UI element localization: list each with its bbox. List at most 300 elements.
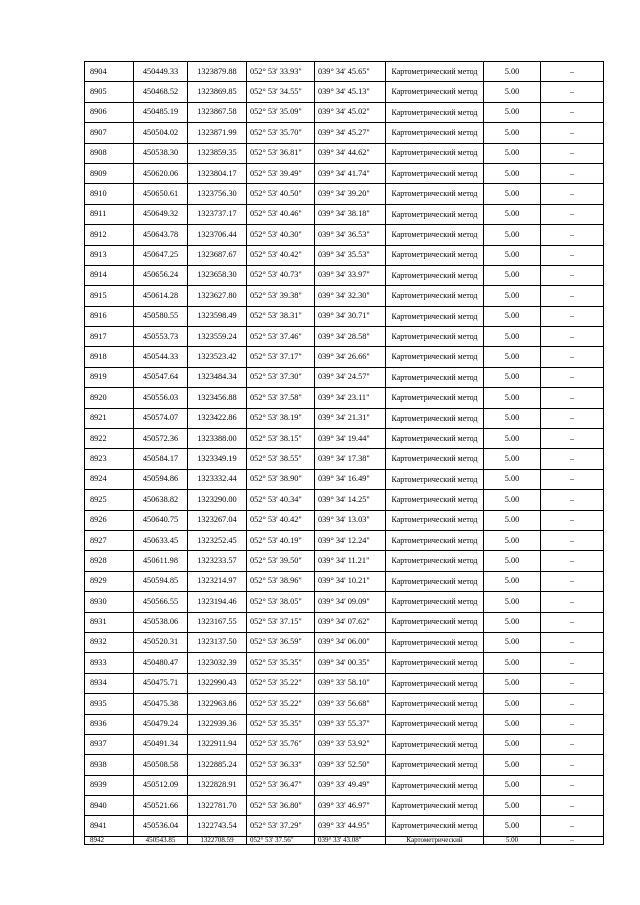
x-coordinate-cell: 450566.55	[134, 592, 188, 612]
accuracy-cell: 5.00	[484, 694, 541, 714]
point-number-cell: 8919	[85, 367, 134, 387]
latitude-cell: 052° 53' 37.17"	[247, 347, 315, 367]
table-row	[85, 388, 604, 408]
note-cell: –	[541, 82, 604, 102]
accuracy-cell: 5.00	[484, 714, 541, 734]
accuracy-cell: 5.00	[484, 510, 541, 530]
point-number-cell: 8932	[85, 632, 134, 652]
point-number-cell: 8922	[85, 429, 134, 449]
longitude-cell: 039° 34' 45.13"	[315, 82, 386, 102]
y-coordinate-cell: 1323523.42	[188, 347, 247, 367]
table-row	[85, 408, 604, 428]
note-cell: –	[541, 510, 604, 530]
method-cell: Картометрический метод	[386, 367, 484, 387]
y-coordinate-cell: 1323032.39	[188, 653, 247, 673]
method-cell: Картометрический метод	[386, 734, 484, 754]
coordinates-table	[84, 61, 604, 845]
latitude-cell: 052° 53' 38.15"	[247, 429, 315, 449]
point-number-cell: 8934	[85, 673, 134, 693]
table-row	[85, 653, 604, 673]
note-cell: –	[541, 632, 604, 652]
note-cell: –	[541, 653, 604, 673]
note-cell: –	[541, 102, 604, 122]
point-number-cell: 8930	[85, 592, 134, 612]
latitude-cell: 052° 53' 40.73"	[247, 265, 315, 285]
method-cell: Картометрический метод	[386, 755, 484, 775]
method-cell: Картометрический метод	[386, 816, 484, 836]
y-coordinate-cell: 1323484.34	[188, 367, 247, 387]
method-cell: Картометрический метод	[386, 102, 484, 122]
table-row	[85, 204, 604, 224]
note-cell: –	[541, 184, 604, 204]
accuracy-cell: 5.00	[484, 286, 541, 306]
point-number-cell: 8923	[85, 449, 134, 469]
table-row	[85, 816, 604, 836]
point-number-cell: 8931	[85, 612, 134, 632]
table-row	[85, 184, 604, 204]
longitude-cell: 039° 34' 38.18"	[315, 204, 386, 224]
method-cell: Картометрический	[386, 836, 484, 844]
note-cell: –	[541, 816, 604, 836]
point-number-cell: 8916	[85, 306, 134, 326]
x-coordinate-cell: 450649.32	[134, 204, 188, 224]
latitude-cell: 052° 53' 37.29"	[247, 816, 315, 836]
point-number-cell: 8920	[85, 388, 134, 408]
y-coordinate-cell: 1323456.88	[188, 388, 247, 408]
method-cell: Картометрический метод	[386, 143, 484, 163]
point-number-cell: 8915	[85, 286, 134, 306]
point-number-cell: 8941	[85, 816, 134, 836]
note-cell: –	[541, 245, 604, 265]
x-coordinate-cell: 450584.17	[134, 449, 188, 469]
x-coordinate-cell: 450611.98	[134, 551, 188, 571]
latitude-cell: 052° 53' 36.80"	[247, 796, 315, 816]
point-number-cell: 8936	[85, 714, 134, 734]
table-row	[85, 163, 604, 183]
accuracy-cell: 5.00	[484, 571, 541, 591]
table-row	[85, 306, 604, 326]
point-number-cell: 8907	[85, 123, 134, 143]
method-cell: Картометрический метод	[386, 225, 484, 245]
table-row	[85, 673, 604, 693]
y-coordinate-cell: 1323422.86	[188, 408, 247, 428]
method-cell: Картометрический метод	[386, 673, 484, 693]
x-coordinate-cell: 450638.82	[134, 490, 188, 510]
accuracy-cell: 5.00	[484, 653, 541, 673]
y-coordinate-cell: 1323267.04	[188, 510, 247, 530]
latitude-cell: 052° 53' 36.81"	[247, 143, 315, 163]
longitude-cell: 039° 34' 10.21"	[315, 571, 386, 591]
longitude-cell: 039° 34' 13.03"	[315, 510, 386, 530]
accuracy-cell: 5.00	[484, 469, 541, 489]
y-coordinate-cell: 1322963.86	[188, 694, 247, 714]
latitude-cell: 052° 53' 40.50"	[247, 184, 315, 204]
y-coordinate-cell: 1323598.49	[188, 306, 247, 326]
longitude-cell: 039° 34' 45.02"	[315, 102, 386, 122]
table-row	[85, 836, 604, 844]
table-row	[85, 123, 604, 143]
method-cell: Картометрический метод	[386, 551, 484, 571]
table-row	[85, 571, 604, 591]
latitude-cell: 052° 53' 36.33"	[247, 755, 315, 775]
note-cell: –	[541, 571, 604, 591]
note-cell: –	[541, 734, 604, 754]
y-coordinate-cell: 1322828.91	[188, 775, 247, 795]
method-cell: Картометрический метод	[386, 612, 484, 632]
point-number-cell: 8940	[85, 796, 134, 816]
accuracy-cell: 5.00	[484, 612, 541, 632]
accuracy-cell: 5.00	[484, 490, 541, 510]
x-coordinate-cell: 450520.31	[134, 632, 188, 652]
y-coordinate-cell: 1322911.94	[188, 734, 247, 754]
x-coordinate-cell: 450480.47	[134, 653, 188, 673]
x-coordinate-cell: 450538.30	[134, 143, 188, 163]
method-cell: Картометрический метод	[386, 571, 484, 591]
note-cell: –	[541, 530, 604, 550]
table-row	[85, 286, 604, 306]
x-coordinate-cell: 450640.75	[134, 510, 188, 530]
point-number-cell: 8942	[85, 836, 134, 844]
latitude-cell: 052° 53' 40.42"	[247, 245, 315, 265]
x-coordinate-cell: 450485.19	[134, 102, 188, 122]
note-cell: –	[541, 714, 604, 734]
table-row	[85, 102, 604, 122]
table-row	[85, 225, 604, 245]
latitude-cell: 052° 53' 37.58"	[247, 388, 315, 408]
point-number-cell: 8908	[85, 143, 134, 163]
latitude-cell: 052° 53' 38.05"	[247, 592, 315, 612]
longitude-cell: 039° 34' 45.27"	[315, 123, 386, 143]
longitude-cell: 039° 34' 39.20"	[315, 184, 386, 204]
table-row	[85, 327, 604, 347]
longitude-cell: 039° 34' 24.57"	[315, 367, 386, 387]
note-cell: –	[541, 469, 604, 489]
latitude-cell: 052° 53' 39.50"	[247, 551, 315, 571]
note-cell: –	[541, 327, 604, 347]
latitude-cell: 052° 53' 40.30"	[247, 225, 315, 245]
note-cell: –	[541, 143, 604, 163]
method-cell: Картометрический метод	[386, 490, 484, 510]
longitude-cell: 039° 34' 23.11"	[315, 388, 386, 408]
y-coordinate-cell: 1323859.35	[188, 143, 247, 163]
latitude-cell: 052° 53' 38.31"	[247, 306, 315, 326]
latitude-cell: 052° 53' 40.34"	[247, 490, 315, 510]
y-coordinate-cell: 1323167.55	[188, 612, 247, 632]
accuracy-cell: 5.00	[484, 592, 541, 612]
method-cell: Картометрический метод	[386, 796, 484, 816]
longitude-cell: 039° 33' 55.37"	[315, 714, 386, 734]
accuracy-cell: 5.00	[484, 265, 541, 285]
table-row	[85, 245, 604, 265]
method-cell: Картометрический метод	[386, 163, 484, 183]
latitude-cell: 052° 53' 38.90"	[247, 469, 315, 489]
accuracy-cell: 5.00	[484, 775, 541, 795]
y-coordinate-cell: 1322743.54	[188, 816, 247, 836]
latitude-cell: 052° 53' 37.30"	[247, 367, 315, 387]
y-coordinate-cell: 1323867.58	[188, 102, 247, 122]
point-number-cell: 8909	[85, 163, 134, 183]
latitude-cell: 052° 53' 40.19"	[247, 530, 315, 550]
x-coordinate-cell: 450508.58	[134, 755, 188, 775]
x-coordinate-cell: 450594.86	[134, 469, 188, 489]
point-number-cell: 8938	[85, 755, 134, 775]
note-cell: –	[541, 265, 604, 285]
longitude-cell: 039° 34' 14.25"	[315, 490, 386, 510]
table-row	[85, 612, 604, 632]
x-coordinate-cell: 450475.38	[134, 694, 188, 714]
accuracy-cell: 5.00	[484, 204, 541, 224]
x-coordinate-cell: 450556.03	[134, 388, 188, 408]
longitude-cell: 039° 33' 53.92"	[315, 734, 386, 754]
y-coordinate-cell: 1323559.24	[188, 327, 247, 347]
table-row	[85, 449, 604, 469]
method-cell: Картометрический метод	[386, 245, 484, 265]
latitude-cell: 052° 53' 37.46"	[247, 327, 315, 347]
longitude-cell: 039° 34' 35.53"	[315, 245, 386, 265]
x-coordinate-cell: 450553.73	[134, 327, 188, 347]
accuracy-cell: 5.00	[484, 632, 541, 652]
longitude-cell: 039° 34' 45.65"	[315, 62, 386, 82]
method-cell: Картометрический метод	[386, 510, 484, 530]
x-coordinate-cell: 450574.07	[134, 408, 188, 428]
y-coordinate-cell: 1322939.36	[188, 714, 247, 734]
point-number-cell: 8927	[85, 530, 134, 550]
y-coordinate-cell: 1323706.44	[188, 225, 247, 245]
note-cell: –	[541, 367, 604, 387]
longitude-cell: 039° 34' 28.58"	[315, 327, 386, 347]
table-row	[85, 265, 604, 285]
method-cell: Картометрический метод	[386, 327, 484, 347]
method-cell: Картометрический метод	[386, 265, 484, 285]
accuracy-cell: 5.00	[484, 82, 541, 102]
y-coordinate-cell: 1322708.59	[188, 836, 247, 844]
note-cell: –	[541, 225, 604, 245]
method-cell: Картометрический метод	[386, 632, 484, 652]
method-cell: Картометрический метод	[386, 184, 484, 204]
y-coordinate-cell: 1323290.00	[188, 490, 247, 510]
accuracy-cell: 5.00	[484, 62, 541, 82]
longitude-cell: 039° 33' 56.68"	[315, 694, 386, 714]
table-row	[85, 510, 604, 530]
latitude-cell: 052° 53' 39.38"	[247, 286, 315, 306]
method-cell: Картометрический метод	[386, 530, 484, 550]
note-cell: –	[541, 551, 604, 571]
accuracy-cell: 5.00	[484, 163, 541, 183]
table-row	[85, 796, 604, 816]
latitude-cell: 052° 53' 35.35"	[247, 653, 315, 673]
x-coordinate-cell: 450544.33	[134, 347, 188, 367]
note-cell: –	[541, 796, 604, 816]
x-coordinate-cell: 450479.24	[134, 714, 188, 734]
method-cell: Картометрический метод	[386, 204, 484, 224]
point-number-cell: 8911	[85, 204, 134, 224]
point-number-cell: 8914	[85, 265, 134, 285]
x-coordinate-cell: 450491.34	[134, 734, 188, 754]
y-coordinate-cell: 1323658.30	[188, 265, 247, 285]
method-cell: Картометрический метод	[386, 62, 484, 82]
table-row	[85, 592, 604, 612]
longitude-cell: 039° 34' 17.38"	[315, 449, 386, 469]
table-row	[85, 551, 604, 571]
longitude-cell: 039° 34' 19.44"	[315, 429, 386, 449]
table-row	[85, 714, 604, 734]
method-cell: Картометрический метод	[386, 714, 484, 734]
x-coordinate-cell: 450633.45	[134, 530, 188, 550]
x-coordinate-cell: 450536.04	[134, 816, 188, 836]
y-coordinate-cell: 1323349.19	[188, 449, 247, 469]
table-row	[85, 82, 604, 102]
y-coordinate-cell: 1323737.17	[188, 204, 247, 224]
note-cell: –	[541, 163, 604, 183]
accuracy-cell: 5.00	[484, 755, 541, 775]
method-cell: Картометрический метод	[386, 408, 484, 428]
point-number-cell: 8912	[85, 225, 134, 245]
latitude-cell: 052° 53' 38.55"	[247, 449, 315, 469]
accuracy-cell: 5.00	[484, 367, 541, 387]
latitude-cell: 052° 53' 36.47"	[247, 775, 315, 795]
accuracy-cell: 5.00	[484, 143, 541, 163]
latitude-cell: 052° 53' 33.93"	[247, 62, 315, 82]
accuracy-cell: 5.00	[484, 245, 541, 265]
longitude-cell: 039° 34' 33.97"	[315, 265, 386, 285]
longitude-cell: 039° 33' 52.50"	[315, 755, 386, 775]
method-cell: Картометрический метод	[386, 429, 484, 449]
latitude-cell: 052° 53' 40.42"	[247, 510, 315, 530]
longitude-cell: 039° 34' 26.66"	[315, 347, 386, 367]
latitude-cell: 052° 53' 37.15"	[247, 612, 315, 632]
longitude-cell: 039° 34' 07.62"	[315, 612, 386, 632]
accuracy-cell: 5.00	[484, 225, 541, 245]
point-number-cell: 8918	[85, 347, 134, 367]
longitude-cell: 039° 34' 21.31"	[315, 408, 386, 428]
longitude-cell: 039° 34' 09.09"	[315, 592, 386, 612]
latitude-cell: 052° 53' 34.55"	[247, 82, 315, 102]
latitude-cell: 052° 53' 35.76"	[247, 734, 315, 754]
point-number-cell: 8935	[85, 694, 134, 714]
x-coordinate-cell: 450580.55	[134, 306, 188, 326]
note-cell: –	[541, 592, 604, 612]
accuracy-cell: 5.00	[484, 836, 541, 844]
x-coordinate-cell: 450620.06	[134, 163, 188, 183]
y-coordinate-cell: 1323879.88	[188, 62, 247, 82]
x-coordinate-cell: 450647.25	[134, 245, 188, 265]
longitude-cell: 039° 34' 36.53"	[315, 225, 386, 245]
latitude-cell: 052° 53' 35.22"	[247, 673, 315, 693]
note-cell: –	[541, 836, 604, 844]
latitude-cell: 052° 53' 37.56"	[247, 836, 315, 844]
y-coordinate-cell: 1323627.80	[188, 286, 247, 306]
latitude-cell: 052° 53' 38.19"	[247, 408, 315, 428]
latitude-cell: 052° 53' 35.70"	[247, 123, 315, 143]
note-cell: –	[541, 204, 604, 224]
table-row	[85, 347, 604, 367]
note-cell: –	[541, 775, 604, 795]
table-row	[85, 734, 604, 754]
accuracy-cell: 5.00	[484, 347, 541, 367]
point-number-cell: 8913	[85, 245, 134, 265]
accuracy-cell: 5.00	[484, 327, 541, 347]
y-coordinate-cell: 1322885.24	[188, 755, 247, 775]
x-coordinate-cell: 450468.52	[134, 82, 188, 102]
x-coordinate-cell: 450475.71	[134, 673, 188, 693]
x-coordinate-cell: 450543.85	[134, 836, 188, 844]
point-number-cell: 8929	[85, 571, 134, 591]
x-coordinate-cell: 450650.61	[134, 184, 188, 204]
longitude-cell: 039° 34' 00.35"	[315, 653, 386, 673]
latitude-cell: 052° 53' 35.35"	[247, 714, 315, 734]
x-coordinate-cell: 450504.02	[134, 123, 188, 143]
method-cell: Картометрический метод	[386, 469, 484, 489]
note-cell: –	[541, 388, 604, 408]
y-coordinate-cell: 1323756.30	[188, 184, 247, 204]
longitude-cell: 039° 34' 16.49"	[315, 469, 386, 489]
table-row	[85, 469, 604, 489]
point-number-cell: 8904	[85, 62, 134, 82]
point-number-cell: 8933	[85, 653, 134, 673]
x-coordinate-cell: 450572.36	[134, 429, 188, 449]
table-row	[85, 755, 604, 775]
longitude-cell: 039° 33' 46.97"	[315, 796, 386, 816]
longitude-cell: 039° 34' 11.21"	[315, 551, 386, 571]
y-coordinate-cell: 1323388.00	[188, 429, 247, 449]
accuracy-cell: 5.00	[484, 123, 541, 143]
point-number-cell: 8906	[85, 102, 134, 122]
note-cell: –	[541, 408, 604, 428]
note-cell: –	[541, 123, 604, 143]
y-coordinate-cell: 1323233.57	[188, 551, 247, 571]
point-number-cell: 8917	[85, 327, 134, 347]
note-cell: –	[541, 429, 604, 449]
longitude-cell: 039° 33' 58.10"	[315, 673, 386, 693]
longitude-cell: 039° 34' 12.24"	[315, 530, 386, 550]
x-coordinate-cell: 450521.66	[134, 796, 188, 816]
y-coordinate-cell: 1322781.70	[188, 796, 247, 816]
table-row	[85, 632, 604, 652]
table-row	[85, 143, 604, 163]
latitude-cell: 052° 53' 36.59"	[247, 632, 315, 652]
table-row	[85, 490, 604, 510]
x-coordinate-cell: 450547.64	[134, 367, 188, 387]
table-row	[85, 367, 604, 387]
y-coordinate-cell: 1323137.50	[188, 632, 247, 652]
accuracy-cell: 5.00	[484, 429, 541, 449]
point-number-cell: 8937	[85, 734, 134, 754]
method-cell: Картометрический метод	[386, 694, 484, 714]
note-cell: –	[541, 62, 604, 82]
latitude-cell: 052° 53' 35.09"	[247, 102, 315, 122]
point-number-cell: 8924	[85, 469, 134, 489]
longitude-cell: 039° 33' 44.95"	[315, 816, 386, 836]
table-row	[85, 429, 604, 449]
accuracy-cell: 5.00	[484, 306, 541, 326]
point-number-cell: 8921	[85, 408, 134, 428]
longitude-cell: 039° 34' 06.00"	[315, 632, 386, 652]
table-row	[85, 775, 604, 795]
point-number-cell: 8905	[85, 82, 134, 102]
method-cell: Картометрический метод	[386, 653, 484, 673]
note-cell: –	[541, 612, 604, 632]
note-cell: –	[541, 347, 604, 367]
point-number-cell: 8925	[85, 490, 134, 510]
note-cell: –	[541, 490, 604, 510]
y-coordinate-cell: 1323804.17	[188, 163, 247, 183]
latitude-cell: 052° 53' 39.49"	[247, 163, 315, 183]
latitude-cell: 052° 53' 35.22"	[247, 694, 315, 714]
longitude-cell: 039° 34' 30.71"	[315, 306, 386, 326]
y-coordinate-cell: 1323869.85	[188, 82, 247, 102]
note-cell: –	[541, 449, 604, 469]
y-coordinate-cell: 1322990.43	[188, 673, 247, 693]
